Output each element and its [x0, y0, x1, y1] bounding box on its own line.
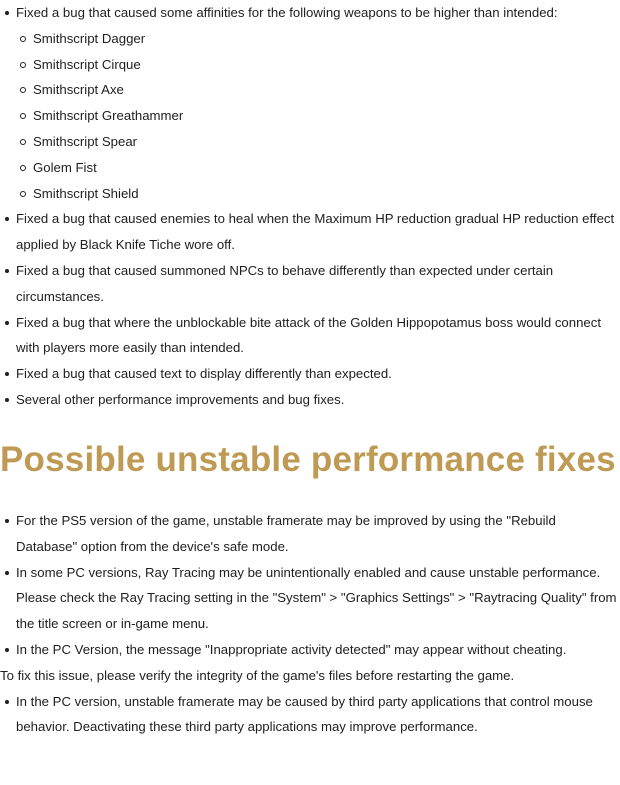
list-item-text: Fixed a bug that caused some affinities for the following weapons to be higher than intended: — [16, 5, 558, 20]
weapon-sublist — [16, 26, 620, 207]
list-item: Fixed a bug that caused text to display differently than expected. — [0, 361, 620, 387]
list-item-weapon-affinity-fix — [0, 0, 620, 206]
unstable-performance-section — [0, 508, 620, 740]
weapon-item: Smithscript Spear — [16, 129, 620, 155]
list-item: Fixed a bug that caused summoned NPCs to behave differently than expected under certain circumstances. — [0, 258, 620, 310]
list-item: Several other performance improvements and bug fixes. — [0, 387, 620, 413]
list-item: In the PC Version, the message "Inappropriate activity detected" may appear without cheating. — [0, 637, 620, 663]
weapon-item: Smithscript Axe — [16, 77, 620, 103]
weapon-item: Smithscript Shield — [16, 181, 620, 207]
performance-fix-list — [0, 508, 620, 663]
section-heading: Possible unstable performance fixes — [0, 440, 616, 479]
performance-fix-list-continued — [0, 689, 620, 741]
weapon-item: Smithscript Cirque — [16, 52, 620, 78]
fix-instructions-paragraph: To fix this issue, please verify the integrity of the game's files before restarting the game. — [0, 667, 515, 683]
list-item: In some PC versions, Ray Tracing may be unintentionally enabled and cause unstable performance. Please check the Ray Tracing setting in the "System" > "Graphics Settings" > "Raytracing Quality" from the title screen or in-game menu. — [0, 560, 620, 637]
weapon-item: Smithscript Dagger — [16, 26, 620, 52]
weapon-item: Smithscript Greathammer — [16, 103, 620, 129]
weapon-item: Golem Fist — [16, 155, 620, 181]
list-item: In the PC version, unstable framerate may be caused by third party applications that control mouse behavior. Deactivating these third party applications may improve performance. — [0, 689, 620, 741]
list-item: Fixed a bug that caused enemies to heal when the Maximum HP reduction gradual HP reduction effect applied by Black Knife Tiche wore off. — [0, 206, 620, 258]
list-item: For the PS5 version of the game, unstable framerate may be improved by using the "Rebuild Database" option from the device's safe mode. — [0, 508, 620, 560]
list-item: Fixed a bug that where the unblockable bite attack of the Golden Hippopotamus boss would connect with players more easily than intended. — [0, 310, 620, 362]
